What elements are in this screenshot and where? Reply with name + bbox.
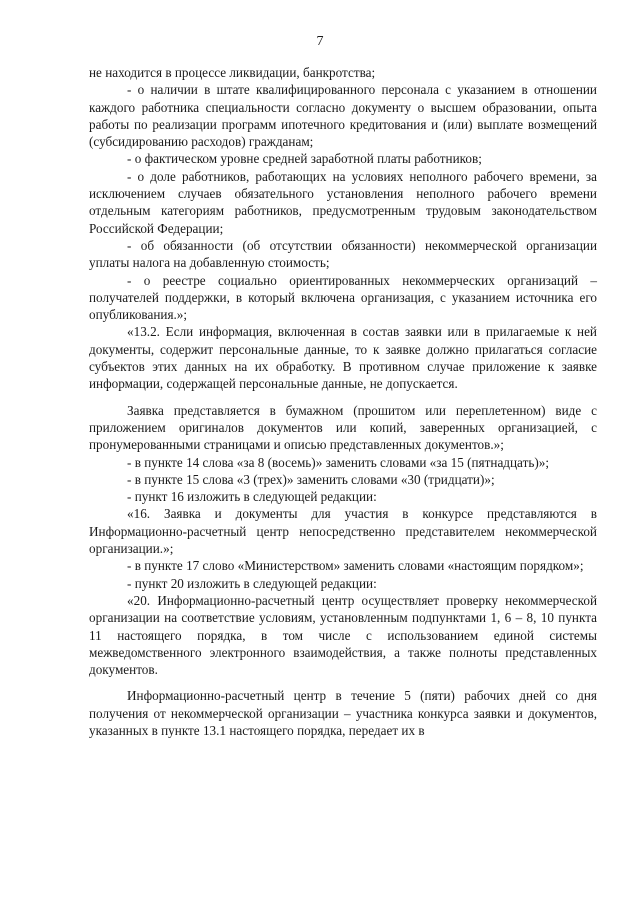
paragraph: не находится в процессе ликвидации, банкротства; (89, 65, 376, 80)
paragraph: - о фактическом уровне средней заработной платы работников; (127, 151, 482, 167)
paragraph: - в пункте 17 слово «Министерством» заменить словами «настоящим порядком»; (127, 558, 584, 574)
paragraph: «20. Информационно-расчетный центр осуществляет проверку некоммерческой организации на соответствие условиям, установленным подпунктами 1, 6 – 8, 10 пункта 11 настоящего порядка, в том числе с использованием единой системы межведомственного электронного взаимодействия, а также полноты представленных документов. (89, 592, 597, 678)
paragraph: - пункт 16 изложить в следующей редакции: (127, 489, 377, 505)
paragraph: - о наличии в штате квалифицированного персонала с указанием в отношении каждого работника специальности согласно документу о высшем образовании, опыта работы по реализации программ ипотечного кредитования и (или) выплате возмещений (субсидированию расходов) гражданам; (89, 82, 597, 150)
page-number: 7 (316, 34, 324, 49)
paragraph: - в пункте 15 слова «3 (трех)» заменить словами «30 (тридцати)»; (127, 471, 495, 487)
paragraph: - об обязанности (об отсутствии обязанности) некоммерческой организации уплаты налога на добавленную стоимость; (89, 237, 597, 271)
paragraph: Информационно-расчетный центр в течение 5 (пяти) рабочих дней со дня получения от некоммерческой организации – участника конкурса заявки и документов, указанных в пункте 13.1 настоящего порядка, передает их в (89, 688, 597, 738)
paragraph: - о реестре социально ориентированных некоммерческих организаций – получателей поддержки, в который включена организация, с указанием источника его опубликования.»; (89, 272, 597, 323)
paragraph: «13.2. Если информация, включенная в состав заявки или в прилагаемые к ней документы, содержит персональные данные, то к заявке должно прилагаться согласие субъектов этих данных на их обработку. В противном случае приложение к заявке информации, содержащей персональные данные, не допускается. (89, 324, 597, 392)
paragraph: - о доле работников, работающих на условиях неполного рабочего времени, за исключением случаев обязательного установления неполного рабочего времени отдельным категориям работников, предусмотренным трудовым законодательством Российской Федерации; (89, 168, 597, 236)
paragraph: - пункт 20 изложить в следующей редакции: (127, 575, 377, 591)
paragraph: - в пункте 14 слова «за 8 (восемь)» заменить словами «за 15 (пятнадцать)»; (127, 454, 549, 470)
paragraph: «16. Заявка и документы для участия в конкурсе представляются в Информационно-расчетный центр непосредственно представителем некоммерческой организации.»; (89, 506, 597, 557)
paragraph: Заявка представляется в бумажном (прошитом или переплетенном) виде с приложением оригиналов документов или копий, заверенных организацией, с пронумерованными страницами и описью представленных документов.»; (89, 402, 597, 453)
document-body (89, 64, 597, 739)
